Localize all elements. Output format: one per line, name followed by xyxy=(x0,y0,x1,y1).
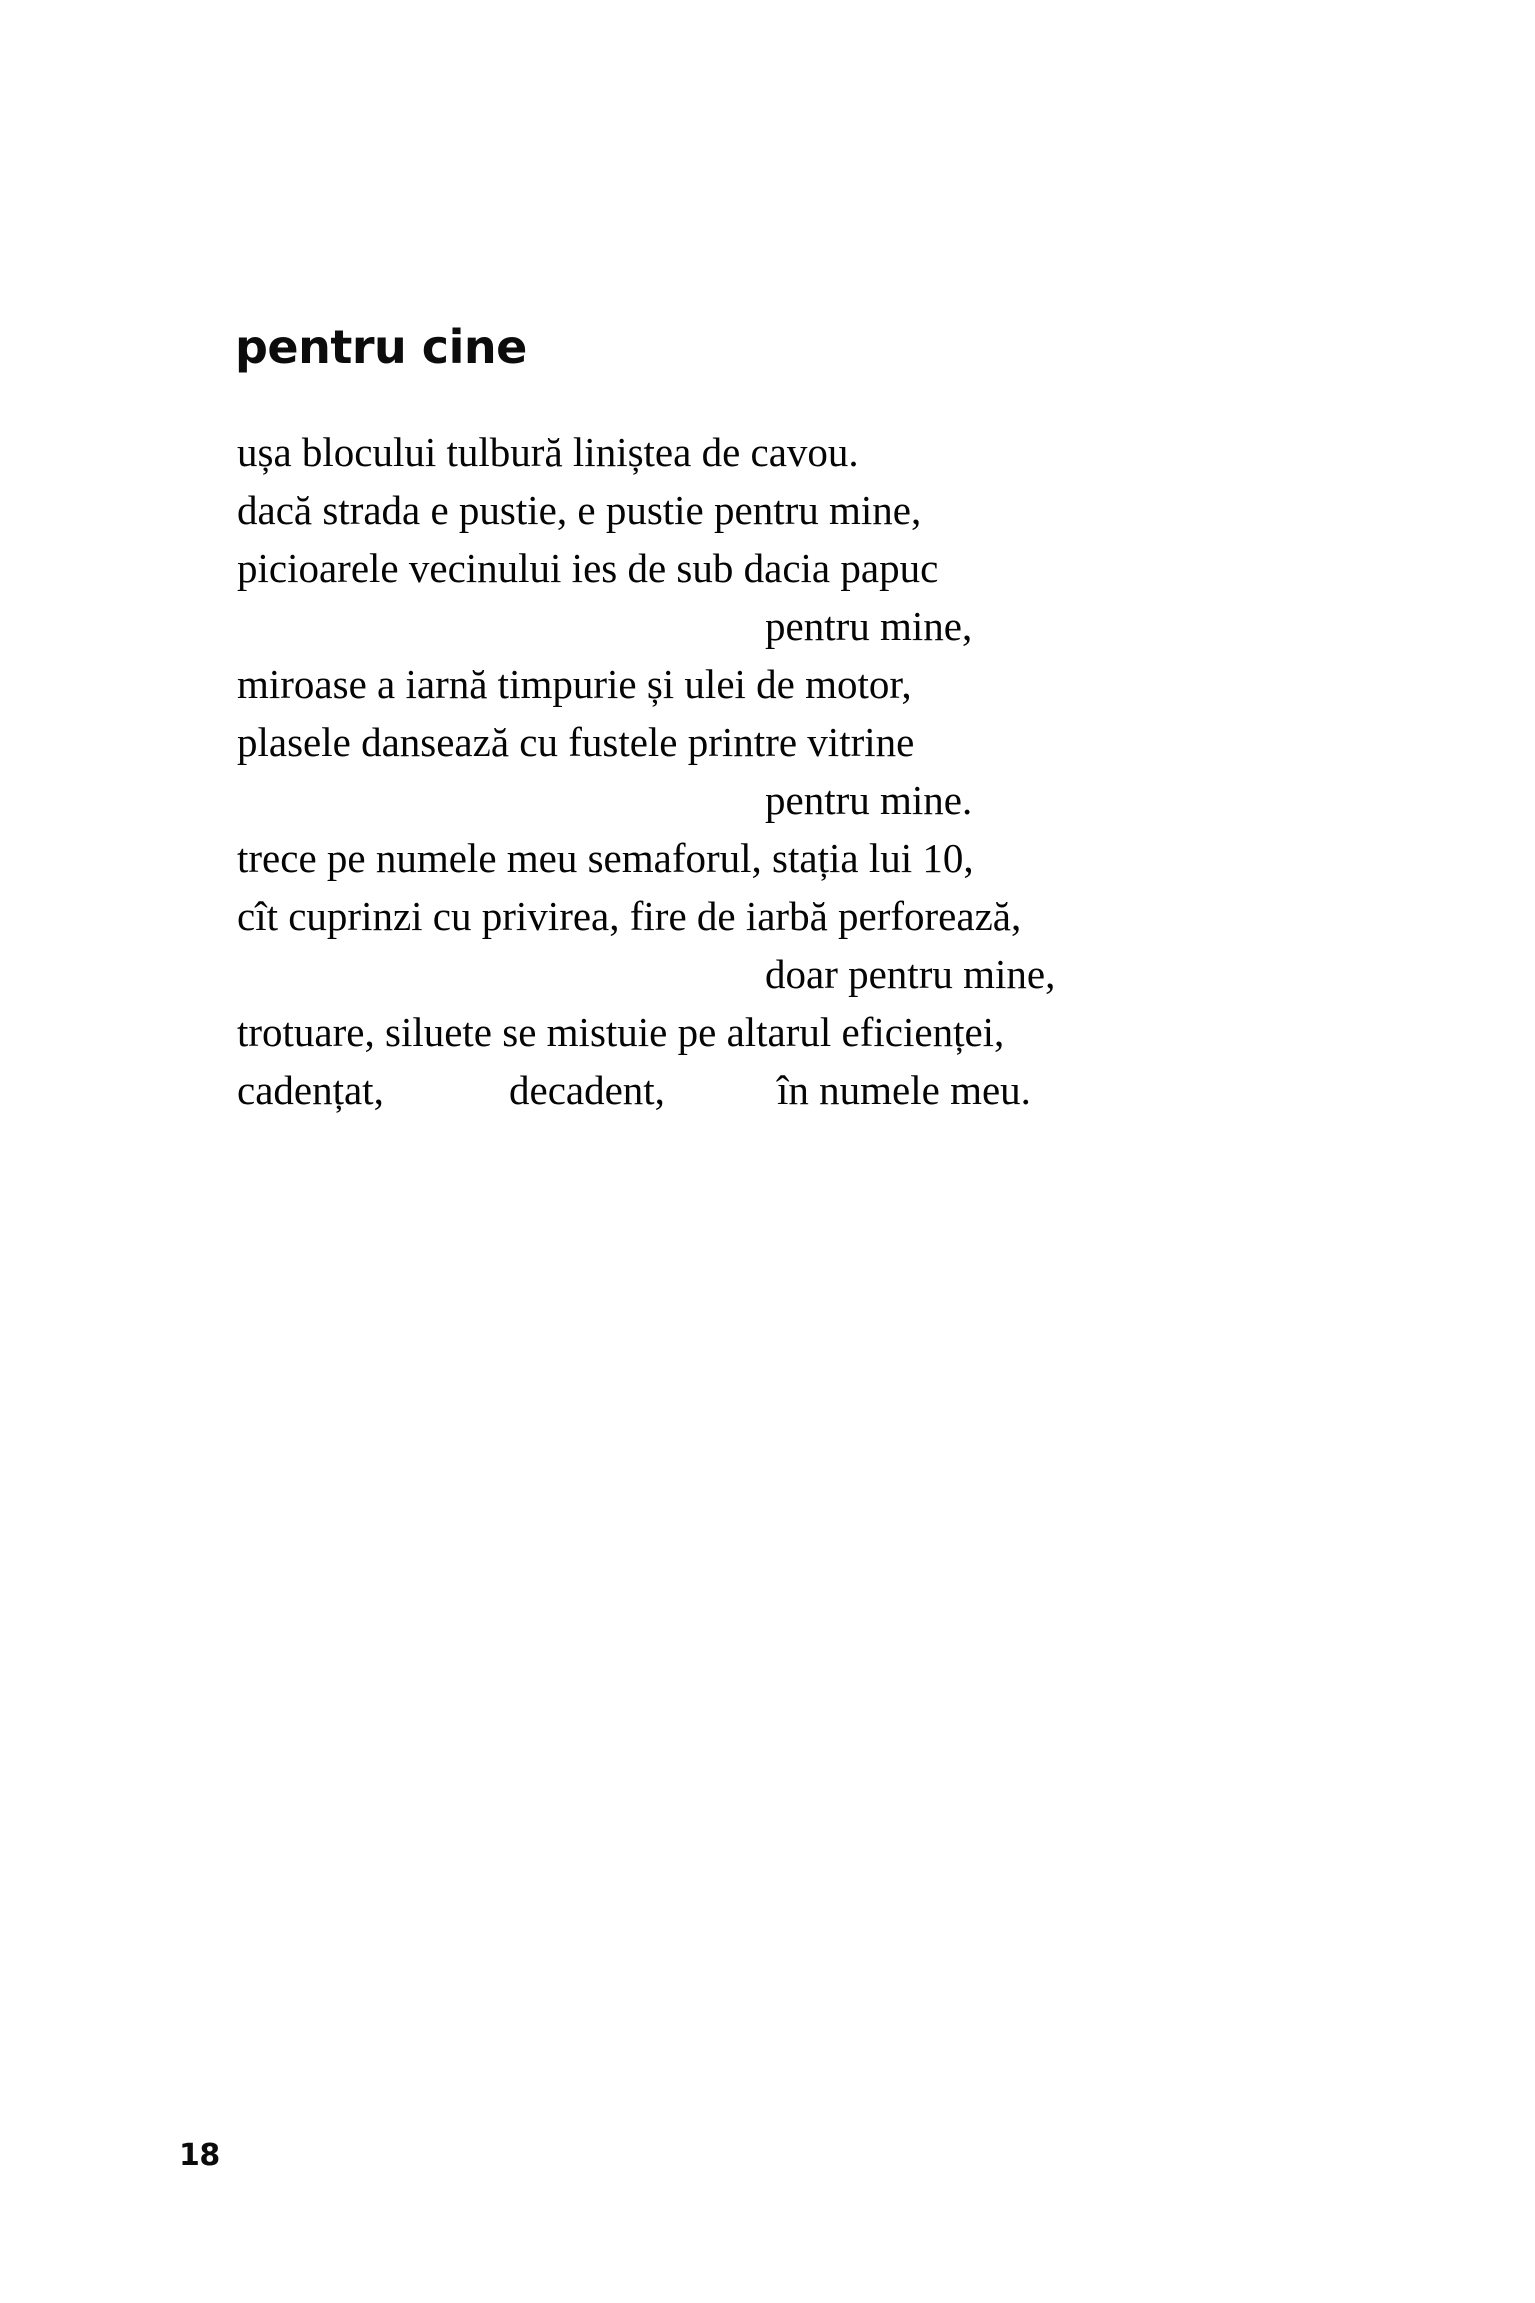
poem-line: miroase a iarnă timpurie și ulei de motor, xyxy=(237,661,912,707)
poem-line-indented: pentru mine. xyxy=(765,777,973,823)
poem-line-segment: cadențat, xyxy=(237,1067,384,1113)
poem-line: cît cuprinzi cu privirea, fire de iarbă perforează, xyxy=(237,893,1022,939)
poem-line-segment: în numele meu. xyxy=(777,1067,1031,1113)
poem-title: pentru cine xyxy=(235,320,527,374)
poem-line: dacă strada e pustie, e pustie pentru mine, xyxy=(237,487,922,533)
poem-line: plasele dansează cu fustele printre vitrine xyxy=(237,719,915,765)
poem-line: trotuare, siluete se mistuie pe altarul eficienței, xyxy=(237,1009,1005,1055)
poem-line-tabbed xyxy=(237,1061,1297,1119)
poem-line: trece pe numele meu semaforul, stația lui 10, xyxy=(237,835,974,881)
poem-line-indented: doar pentru mine, xyxy=(765,951,1056,997)
poem-body xyxy=(237,423,1297,1119)
poem-line-segment: decadent, xyxy=(509,1067,665,1113)
poem-line: ușa blocului tulbură liniștea de cavou. xyxy=(237,429,859,475)
page-number: 18 xyxy=(179,2138,220,2173)
poem-line-indented: pentru mine, xyxy=(765,603,973,649)
poem-line: picioarele vecinului ies de sub dacia papuc xyxy=(237,545,939,591)
